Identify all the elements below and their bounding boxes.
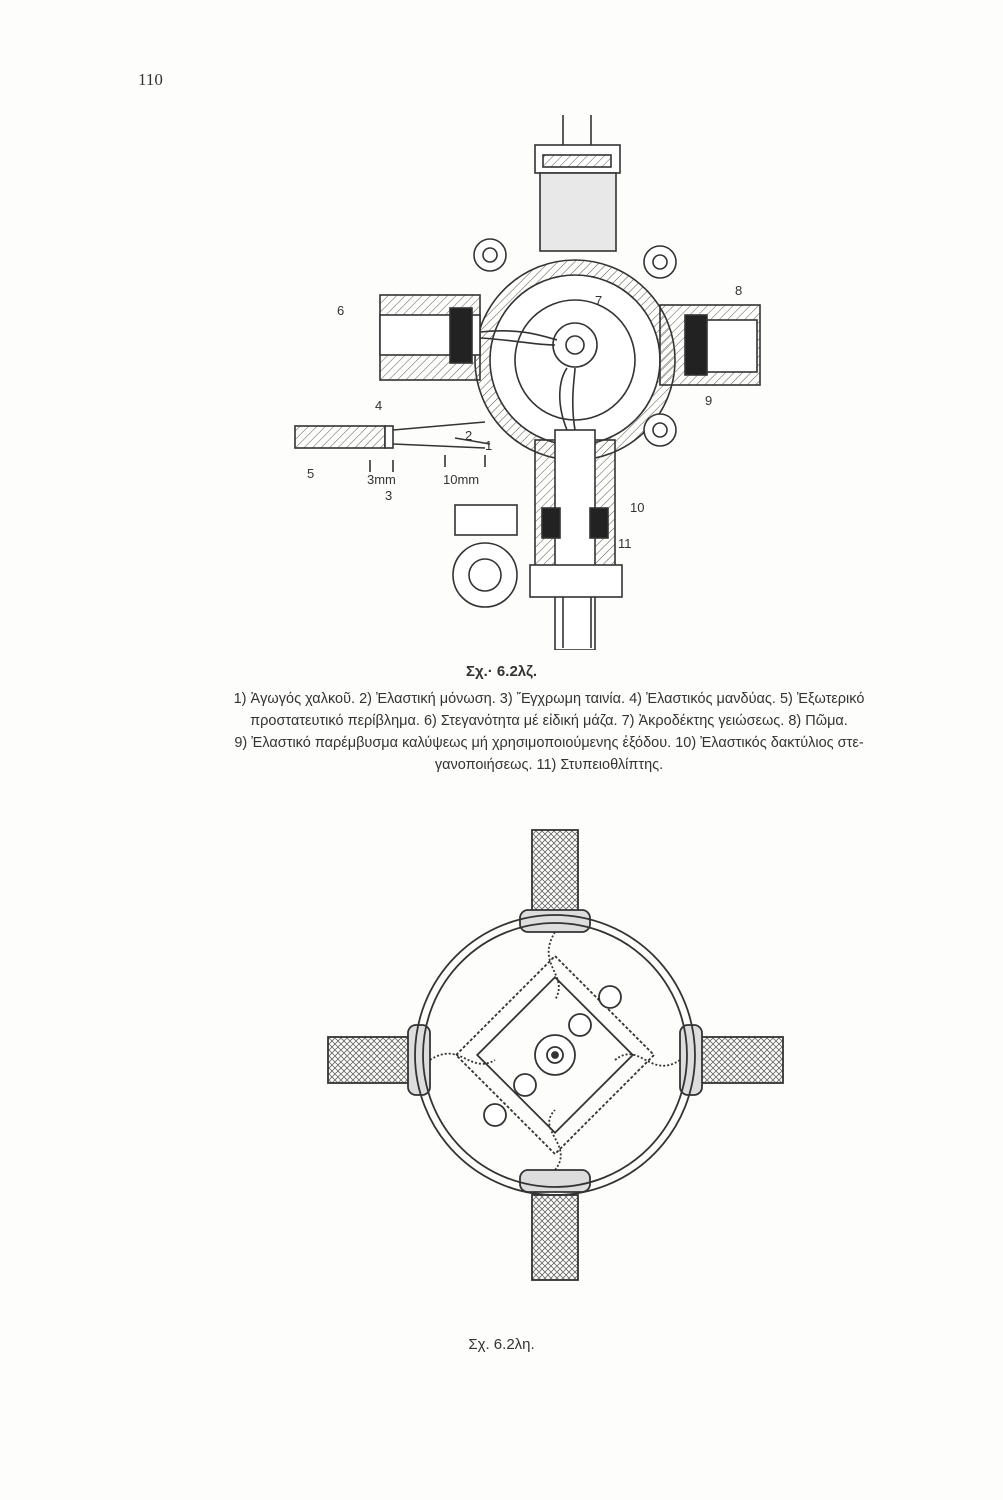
callout-3: 3 — [385, 488, 393, 503]
caption-line: προστατευτικό περίβλημα. 6) Στεγανότητα μέ εἰδική μάζα. 7) Ἀκροδέκτης γειώσεως. 8) Πῶμα. — [250, 713, 848, 729]
caption-line: 9) Ἐλαστικό παρέμβυσμα καλύψεως μή χρησιμοποιούμενης ἐξόδου. 10) Ἐλαστικός δακτύλιος στε- — [234, 735, 864, 751]
caption-line: 1) Ἀγωγός χαλκοῦ. 2) Ἐλαστική μόνωση. 3) Ἔγχρωμη ταινία. 4) Ἐλαστικός μανδύας. 5) Ἐξωτερικό — [233, 691, 865, 707]
caption-line: γανοποιήσεως. 11) Στυπειοθλίπτης. — [434, 757, 664, 773]
callout-8: 8 — [735, 283, 743, 298]
callout-1: 1 — [485, 438, 493, 453]
callout-10: 10 — [630, 500, 645, 515]
callout-2: 2 — [465, 428, 473, 443]
dimension-10mm: 10mm — [443, 472, 480, 487]
figure-caption-1 — [135, 688, 963, 776]
callout-4: 4 — [375, 398, 383, 413]
page-number: 110 — [138, 70, 163, 89]
junction-box-section-drawing — [285, 110, 765, 650]
callout-6: 6 — [337, 303, 345, 318]
callout-9: 9 — [705, 393, 713, 408]
figure-title-1: Σχ.· 6.2λζ. — [465, 663, 538, 680]
callout-11: 11 — [618, 536, 632, 551]
dimension-3mm: 3mm — [367, 472, 396, 487]
figure-title-2: Σχ. 6.2λη. — [468, 1336, 535, 1353]
callout-7: 7 — [595, 293, 603, 308]
round-junction-box-drawing — [320, 825, 790, 1285]
callout-5: 5 — [307, 466, 315, 481]
